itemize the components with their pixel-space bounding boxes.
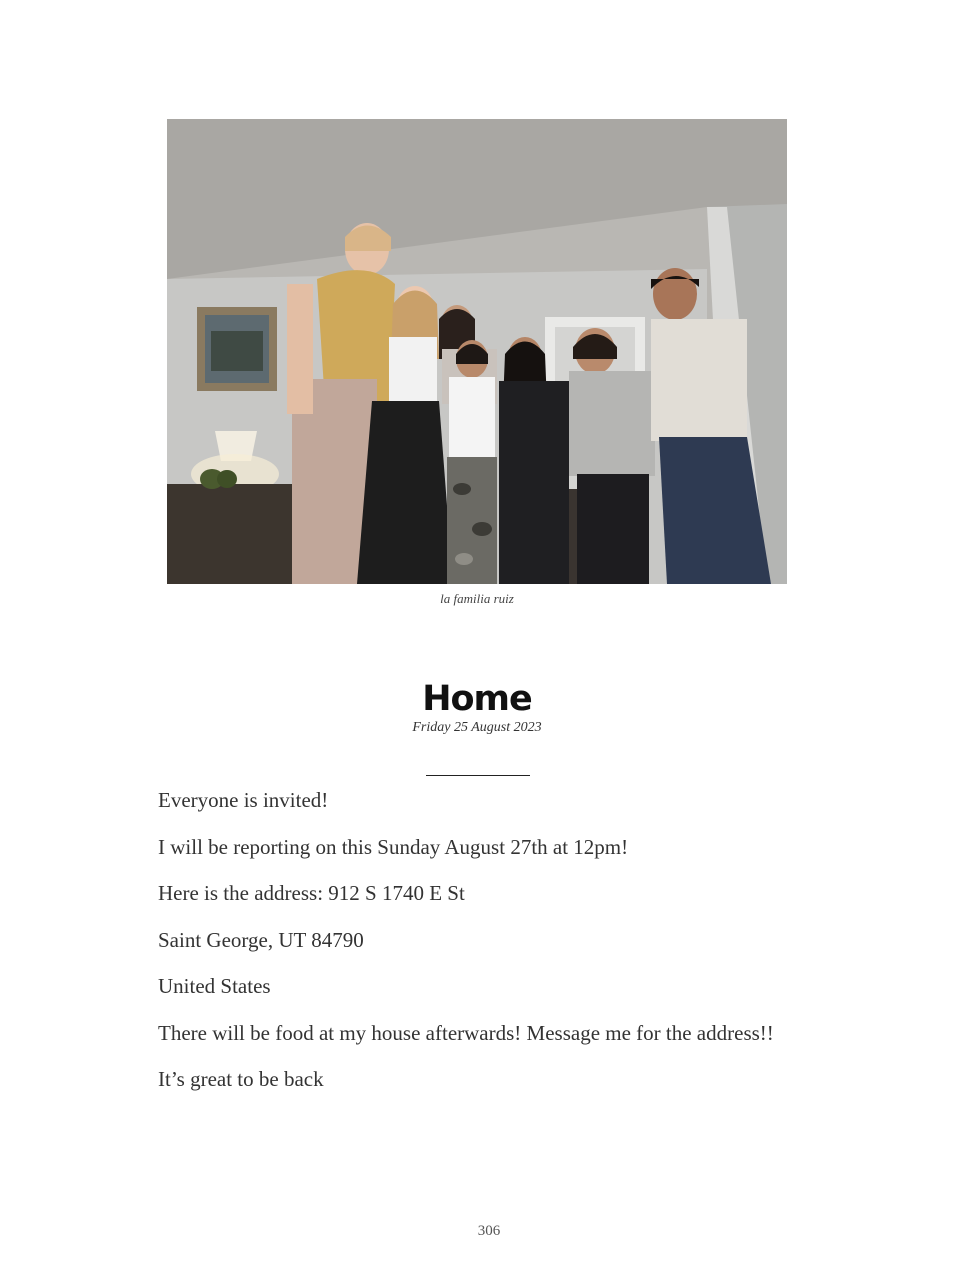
post-date: Friday 25 August 2023	[412, 720, 542, 735]
paragraph: Saint George, UT 84790	[158, 927, 364, 952]
paragraph: I will be reporting on this Sunday August 27th at 12pm!	[158, 834, 629, 859]
paragraph: Everyone is invited!	[158, 788, 329, 812]
page-number: 306	[477, 1223, 501, 1239]
title-divider	[426, 775, 530, 776]
post-body	[158, 785, 796, 1111]
photo-caption: la familia ruiz	[440, 591, 514, 606]
paragraph: There will be food at my house afterwards! Message me for the address!!	[158, 1020, 774, 1045]
paragraph: United States	[158, 974, 271, 998]
paragraph: It’s great to be back	[158, 1067, 324, 1091]
paragraph: Here is the address: 912 S 1740 E St	[158, 881, 465, 905]
family-photo	[167, 119, 787, 584]
family-photo-drawing	[167, 119, 787, 584]
post-title: Home	[422, 679, 532, 719]
